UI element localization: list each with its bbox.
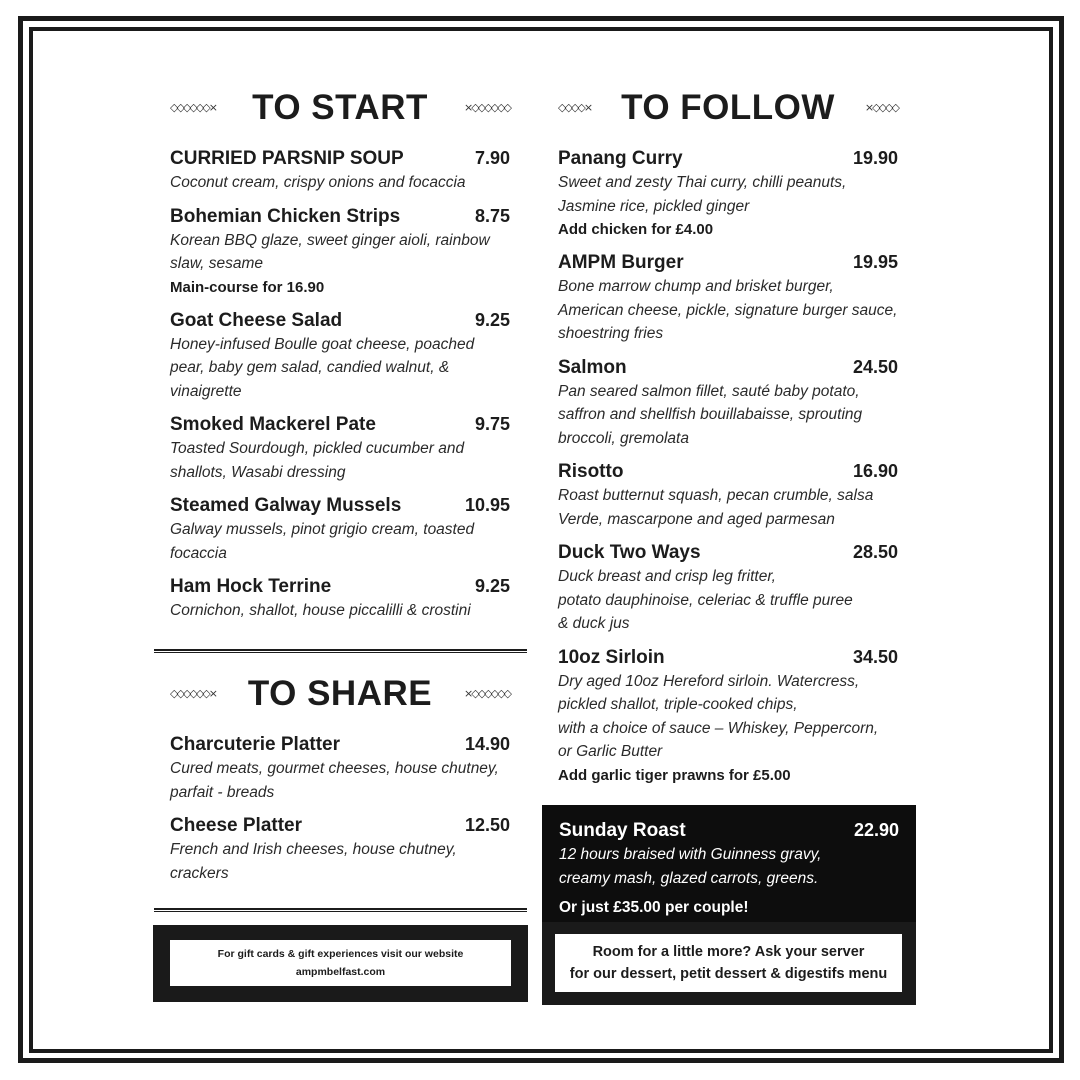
- couple-offer: Or just £35.00 per couple!: [559, 899, 749, 916]
- item-description-line: with a choice of sauce – Whiskey, Peppercorn,: [558, 719, 879, 737]
- item-description: 12 hours braised with Guinness gravy, creamy mash, glazed carrots, greens.: [559, 846, 822, 887]
- item-description-line: Dry aged 10oz Hereford sirloin. Watercress,: [558, 672, 860, 690]
- item-description-line: pickled shallot, triple-cooked chips,: [558, 696, 798, 713]
- item-description: Cornichon, shallot, house piccalilli & crostini: [170, 602, 471, 619]
- item-name: Goat Cheese Salad: [170, 309, 343, 331]
- item-price: 9.75: [474, 414, 510, 434]
- item-description: Cured meats, gourmet cheeses, house chutney, parfait - breads: [170, 760, 499, 801]
- menu-item-cheese-platter: [170, 813, 510, 885]
- to-start-title: TO START: [252, 87, 428, 127]
- item-price: 9.25: [474, 576, 510, 596]
- to-start-section: [170, 86, 510, 632]
- to-follow-title: TO FOLLOW: [621, 87, 835, 127]
- item-description: Sweet and zesty Thai curry, chilli peanuts, Jasmine rice, pickled ginger: [558, 174, 847, 215]
- dessert-box-inner: [552, 931, 905, 995]
- item-price: 28.50: [852, 542, 898, 562]
- diamond-ornament-icon: ×◇◇◇◇◇◇: [464, 100, 510, 114]
- gift-card-text: For gift cards & gift experiences visit our website: [217, 948, 464, 960]
- diamond-ornament-icon: ◇◇◇◇×: [558, 100, 592, 114]
- menu-item-goat-cheese-salad: [170, 308, 510, 404]
- to-follow-section: [558, 86, 898, 796]
- item-price: 14.90: [464, 734, 510, 754]
- item-price: 9.25: [474, 309, 510, 330]
- menu-item-salmon: [558, 355, 898, 451]
- to-follow-header: [558, 86, 898, 128]
- menu-item-duck-two-ways: [558, 540, 898, 636]
- item-price: 24.50: [852, 356, 898, 377]
- item-addon: Add garlic tiger prawns for £5.00: [558, 766, 791, 784]
- section-divider: [154, 649, 527, 653]
- item-description: Korean BBQ glaze, sweet ginger aioli, rainbow slaw, sesame: [170, 231, 490, 272]
- diamond-ornament-icon: ◇◇◇◇◇◇×: [170, 686, 216, 700]
- menu-item-curried-parsnip-soup: [170, 146, 510, 195]
- dessert-menu-text: for our dessert, petit dessert & digestifs menu: [569, 966, 888, 982]
- menu-item-smoked-mackerel-pate: [170, 412, 510, 484]
- item-description-line: potato dauphinoise, celeriac & truffle puree: [558, 591, 853, 609]
- item-name: CURRIED PARSNIP SOUP: [170, 148, 404, 169]
- sunday-roast-box: [542, 805, 916, 922]
- menu-item-charcuterie-platter: [170, 732, 510, 804]
- item-name: Charcuterie Platter: [170, 734, 341, 755]
- item-name: Duck Two Ways: [558, 542, 701, 563]
- menu-item-bohemian-chicken-strips: [170, 204, 510, 299]
- to-start-header: [170, 86, 510, 128]
- item-description: Roast butternut squash, pecan crumble, salsa Verde, mascarpone and aged parmesan: [558, 487, 874, 528]
- menu-item-ham-hock-terrine: [170, 574, 510, 623]
- item-name: Bohemian Chicken Strips: [170, 205, 401, 227]
- diamond-ornament-icon: ×◇◇◇◇: [864, 100, 898, 114]
- item-name: Salmon: [558, 356, 627, 378]
- item-description: Bone marrow chump and brisket burger, American cheese, pickle, signature burger sauce, shoestring fries: [558, 278, 898, 342]
- item-name: Steamed Galway Mussels: [170, 495, 402, 516]
- item-description-line: or Garlic Butter: [558, 743, 663, 760]
- item-name: Cheese Platter: [170, 815, 303, 836]
- item-price: 34.50: [852, 646, 898, 667]
- section-divider: [154, 908, 527, 912]
- item-name: 10oz Sirloin: [558, 646, 665, 668]
- item-price: 22.90: [853, 820, 899, 840]
- item-description-line: & duck jus: [558, 615, 630, 632]
- item-addon: Add chicken for £4.00: [558, 221, 714, 238]
- to-share-section: [170, 672, 510, 894]
- item-description: Coconut cream, crispy onions and focaccia: [170, 174, 466, 191]
- to-share-header: [170, 672, 510, 714]
- to-share-title: TO SHARE: [247, 673, 433, 713]
- item-addon: Main-course for 16.90: [170, 278, 325, 296]
- item-description: Galway mussels, pinot grigio cream, toasted focaccia: [170, 521, 475, 562]
- item-description: Toasted Sourdough, pickled cucumber and shallots, Wasabi dressing: [170, 440, 465, 481]
- menu-item-risotto: [558, 459, 898, 531]
- item-name: Sunday Roast: [559, 820, 686, 841]
- item-price: 19.90: [852, 148, 898, 168]
- item-description: Pan seared salmon fillet, sauté baby potato, saffron and shellfish bouillabaisse, sprouting broccoli, gremolata: [558, 382, 863, 447]
- item-description: French and Irish cheeses, house chutney, crackers: [170, 841, 457, 882]
- item-name: AMPM Burger: [558, 252, 684, 273]
- item-price: 12.50: [464, 815, 510, 835]
- item-price: 7.90: [474, 148, 510, 168]
- menu-item-ampm-burger: [558, 250, 898, 346]
- diamond-ornament-icon: ×◇◇◇◇◇◇: [464, 686, 510, 700]
- item-price: 16.90: [852, 461, 898, 481]
- website-link[interactable]: ampmbelfast.com: [295, 966, 386, 978]
- diamond-ornament-icon: ◇◇◇◇◇◇×: [170, 100, 216, 114]
- item-name: Ham Hock Terrine: [170, 576, 332, 597]
- dessert-prompt: Room for a little more? Ask your server: [592, 944, 865, 960]
- menu-item-steamed-galway-mussels: [170, 493, 510, 565]
- item-name: Smoked Mackerel Pate: [170, 414, 376, 435]
- item-price: 19.95: [852, 252, 898, 272]
- item-description-line: Duck breast and crisp leg fritter,: [558, 568, 776, 585]
- item-name: Panang Curry: [558, 148, 683, 169]
- item-price: 8.75: [474, 205, 510, 226]
- menu-item-sirloin: [558, 645, 898, 787]
- item-price: 10.95: [464, 495, 510, 515]
- item-name: Risotto: [558, 461, 624, 482]
- item-description: Honey-infused Boulle goat cheese, poached pear, baby gem salad, candied walnut, & vinaigrette: [170, 335, 475, 400]
- menu-item-panang-curry: [558, 146, 898, 241]
- gift-card-box-inner: [167, 937, 514, 989]
